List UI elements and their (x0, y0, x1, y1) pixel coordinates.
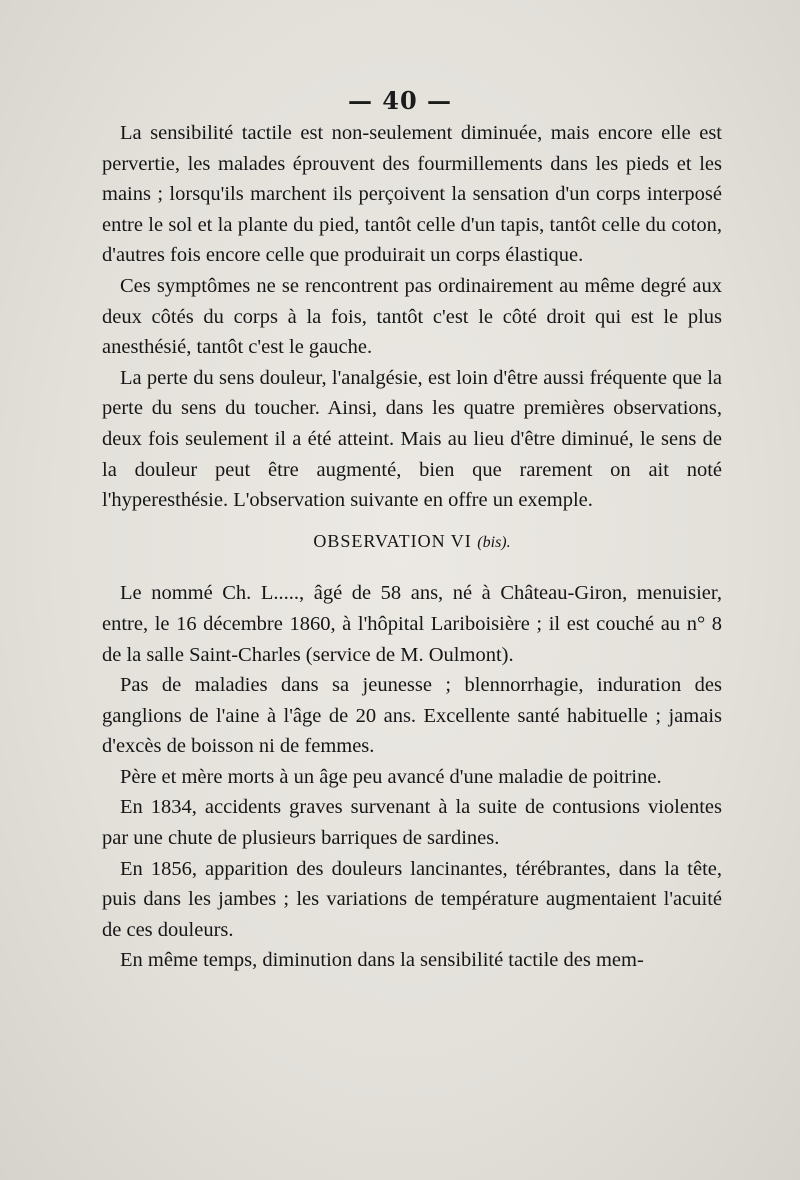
paragraph: En 1856, apparition des douleurs lancinantes, térébrantes, dans la tête, puis dans les jambes ; les variations de température augmentaient l'acuité de ces douleurs. (102, 857, 722, 941)
paragraph: En 1834, accidents graves survenant à la suite de contusions violentes par une chute de plusieurs barriques de sardines. (102, 796, 722, 850)
paragraph: En même temps, diminution dans la sensibilité tactile des mem- (120, 949, 644, 972)
page-body (102, 118, 722, 976)
observation-suffix: (bis). (477, 533, 511, 551)
paragraph: Père et mère morts à un âge peu avancé d'une maladie de poitrine. (120, 765, 662, 788)
paragraph: Ces symptômes ne se rencontrent pas ordinairement au même degré aux deux côtés du corps à la fois, tantôt c'est le côté droit qui est le plus anesthésié, tantôt c'est le gauche. (102, 274, 722, 359)
paragraph: La perte du sens douleur, l'analgésie, est loin d'être aussi fréquente que la perte du sens du toucher. Ainsi, dans les quatre premières observations, deux fois seulement il a été atteint. Mais au lieu d'être diminué, le sens de la douleur peut être augmenté, bien que rarement on ait noté l'hyperesthésie. L'observation suivante en offre un exemple. (102, 366, 722, 512)
paragraph: La sensibilité tactile est non-seulement diminuée, mais encore elle est pervertie, les malades éprouvent des fourmillements dans les pieds et les mains ; lorsqu'ils marchent ils perçoivent la sensation d'un corps interposé entre le sol et la plante du pied, tantôt celle d'un tapis, tantôt celle du coton, d'autres fois encore celle que produirait un corps élastique. (102, 122, 722, 267)
observation-title: OBSERVATION VI (313, 530, 472, 551)
paragraph: Le nommé Ch. L....., âgé de 58 ans, né à Château-Giron, menuisier, entre, le 16 décembre 1860, à l'hôpital Lariboisière ; il est couché au n° 8 de la salle Saint-Charles (service de M. Oulmont). (102, 582, 722, 666)
page-number: — 40 — (347, 86, 453, 115)
observation-heading (102, 526, 722, 559)
paragraph: Pas de maladies dans sa jeunesse ; blennorrhagie, induration des ganglions de l'aine à l'âge de 20 ans. Excellente santé habituelle ; jamais d'excès de boisson ni de femmes. (102, 674, 722, 758)
